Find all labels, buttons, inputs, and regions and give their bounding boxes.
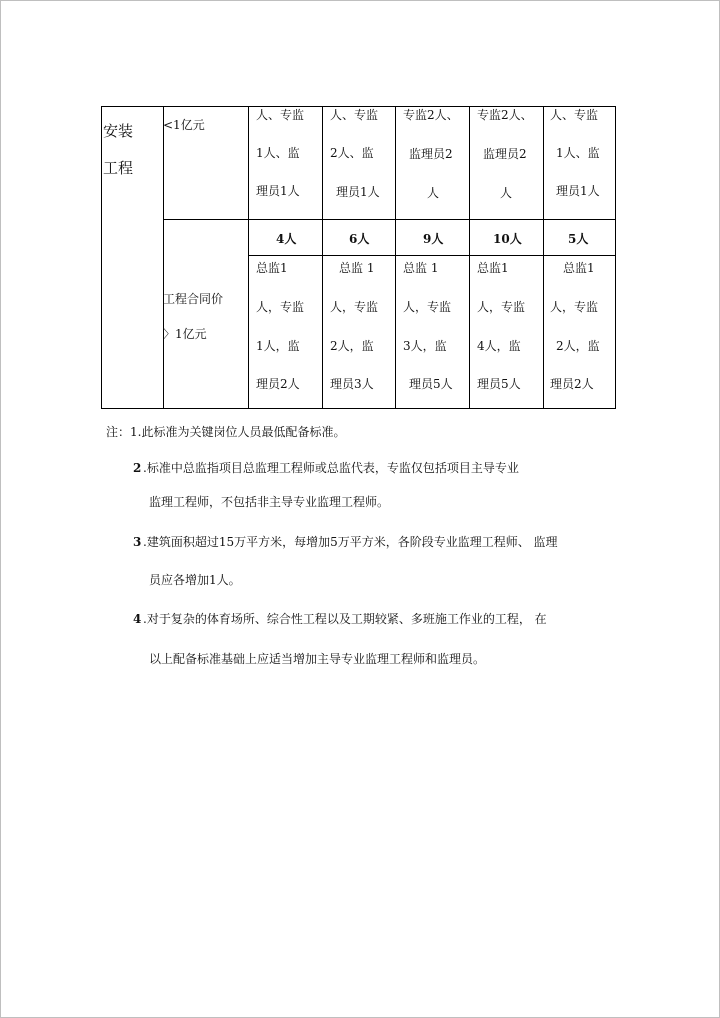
table-cell: 总监 1 — [403, 261, 439, 275]
col-divider — [395, 106, 396, 409]
scale-label: 〉1亿元 — [163, 327, 207, 341]
table-cell: 理员1人 — [336, 185, 380, 199]
table-cell: 人，专监 — [403, 300, 452, 314]
table-cell: 监理员2 — [409, 147, 453, 161]
table-cell: 人，专监 — [477, 300, 526, 314]
table-cell: 2人、监 — [330, 146, 374, 160]
note-number: 3 — [133, 535, 142, 549]
total-count: 4人 — [276, 232, 297, 246]
table-cell: 理员2人 — [256, 377, 300, 391]
row-divider — [163, 219, 616, 220]
table-cell: 2人，监 — [330, 339, 374, 353]
total-count: 6人 — [349, 232, 370, 246]
table-cell: 理员5人 — [477, 377, 521, 391]
table-border-left — [101, 106, 102, 409]
note-2-line: 监理工程师，不包括非主导专业监理工程师。 — [149, 495, 390, 509]
note-1: 注：1.此标准为关键岗位人员最低配备标准。 — [106, 425, 346, 439]
table-cell: 理员3人 — [330, 377, 374, 391]
note-2-line: .标准中总监指项目总监理工程师或总监代表，专监仅包括项目主导专业 — [143, 461, 519, 475]
table-cell: 总监1 — [256, 261, 288, 275]
table-cell: 总监 1 — [339, 261, 375, 275]
note-number: 2 — [133, 461, 142, 475]
total-count: 5人 — [568, 232, 589, 246]
table-cell: 4人，监 — [477, 339, 521, 353]
table-cell: 理员5人 — [409, 377, 453, 391]
table-cell: 1人、监 — [556, 146, 600, 160]
table-cell: 专监2人、 — [477, 108, 533, 122]
table-cell: 1人、监 — [256, 146, 300, 160]
col-divider — [322, 106, 323, 409]
table-cell: 1人，监 — [256, 339, 300, 353]
scale-label: <1亿元 — [163, 118, 205, 132]
table-cell: 人 — [500, 186, 513, 200]
col-divider — [469, 106, 470, 409]
table-border-right — [615, 106, 616, 409]
table-cell: 总监1 — [477, 261, 509, 275]
table-cell: 人、专监 — [256, 108, 305, 122]
table-cell: 理员2人 — [550, 377, 594, 391]
total-count: 10人 — [493, 232, 522, 246]
col-divider — [163, 106, 164, 409]
table-border-top — [101, 106, 616, 107]
table-cell: 人 — [427, 186, 440, 200]
table-cell: 理员1人 — [256, 184, 300, 198]
note-4-line: .对于复杂的体育场所、综合性工程以及工期较紧、多班施工作业的工程， 在 — [143, 612, 547, 626]
table-cell: 3人，监 — [403, 339, 447, 353]
table-cell: 2人，监 — [556, 339, 600, 353]
table-cell: 人，专监 — [330, 300, 379, 314]
category-label: 安装 — [103, 122, 134, 140]
table-cell: 专监2人、 — [403, 108, 459, 122]
table-cell: 理员1人 — [556, 184, 600, 198]
table-cell: 人、专监 — [330, 108, 379, 122]
note-4-line: 以上配备标准基础上应适当增加主导专业监理工程师和监理员。 — [149, 652, 486, 666]
table-border-bottom — [101, 408, 616, 409]
note-3-line: 员应各增加1人。 — [149, 573, 241, 587]
table-cell: 人，专监 — [256, 300, 305, 314]
category-label: 工程 — [103, 159, 134, 177]
note-number: 4 — [133, 612, 142, 626]
note-3-line: .建筑面积超过15万平方米，每增加5万平方米，各阶段专业监理工程师、 监理 — [143, 535, 558, 549]
table-cell: 人，专监 — [550, 300, 599, 314]
col-divider — [543, 106, 544, 409]
table-cell: 人、专监 — [550, 108, 599, 122]
totals-divider — [248, 255, 616, 256]
table-cell: 总监1 — [563, 261, 595, 275]
total-count: 9人 — [423, 232, 444, 246]
col-divider — [248, 106, 249, 409]
scale-label: 工程合同价 — [163, 292, 224, 306]
table-cell: 监理员2 — [483, 147, 527, 161]
